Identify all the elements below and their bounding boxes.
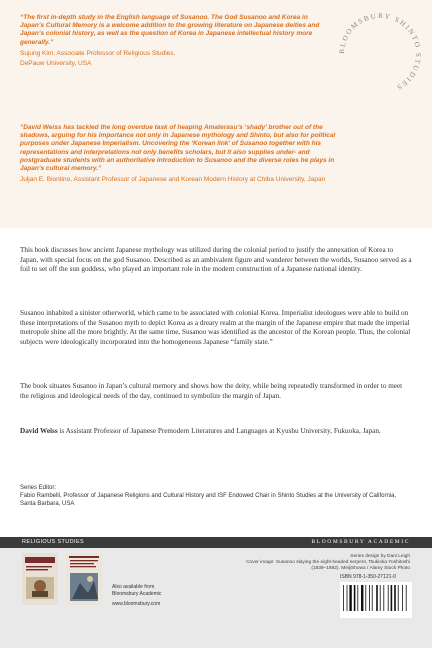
description-paragraph-1: This book discusses how ancient Japanese mythology was utilized during the colonial period to justify the annexation of Korea to Japan, with special focus on the god Susanoo. Described as an ambivalent figure and wanderer between the worlds, Susanoo served as a foil to set off the sun goddess, who played an important role in the modern construction of a Japanese national identity. [20, 246, 412, 273]
publisher-website: www.bloomsbury.com [112, 601, 161, 607]
barcode-bar [361, 585, 363, 611]
barcode-bar [357, 585, 358, 611]
design-credit: Series design by Dani Leigh [350, 554, 410, 559]
barcode-bar [343, 585, 344, 611]
barcode-bar [349, 585, 351, 611]
barcode-bar [383, 585, 384, 611]
barcode-bar [365, 585, 366, 611]
image-credit-line-2: (1839–1892). MeijiShowa / Alamy Stock Photo [311, 566, 410, 572]
endorsement-2 [20, 124, 342, 184]
barcode-icon [340, 582, 412, 618]
series-editor-text: Fabio Rambelli, Professor of Japanese Religions and Cultural History and ISF Endowed Chair in Shinto Studies at the University of California, Santa Barbara, USA [20, 492, 397, 507]
endorsement-author: Juljan E. Biontino, Assistant Professor of Japanese and Korean Modern History at Chiba University, Japan [20, 176, 326, 184]
barcode-bar [388, 585, 389, 611]
endorsement-author: Sujung Kim, Associate Professor of Religious Studies, [20, 49, 176, 57]
endorsement-affiliation: DePauw University, USA [20, 60, 92, 68]
also-available-line-1: Also available from [112, 584, 155, 590]
subject-category: RELIGIOUS STUDIES [22, 539, 85, 545]
publisher-name: BLOOMSBURY ACADEMIC [311, 539, 410, 545]
cover-credits [170, 554, 410, 572]
also-available-line-2: Bloomsbury Academic [112, 590, 162, 597]
barcode-bar [394, 585, 396, 611]
barcode-bar [391, 585, 393, 611]
endorsement-1 [20, 14, 320, 68]
description-paragraph-3: The book situates Susanoo in Japan’s cultural memory and shows how the deity, while being repeatedly transformed in order to meet the religious and ideological needs of the day, continued to symbolize the margin of Japan. [20, 382, 403, 400]
description-paragraph-2: Susanoo inhabited a sinister otherworld, which came to be associated with colonial Korea. Imperialist ideologues were able to build on these interpretations of the Susanoo myth to depict Korea as a dreary realm at the margin of the Japanese empire that made the imperial metropole shine all the more brightly. At the same time, Susanoo was identified as the ancestor of the Korean people. Thus, the colonial subjects were ideologically incorporated into the homogeneous Japanese “family state.” [20, 309, 411, 346]
image-credit-line-1: Cover image: Susanoo slaying the eight-headed serpent, Tsukioka Yoshitoshi [246, 560, 410, 566]
series-logo [334, 6, 426, 98]
series-editor-label: Series Editor: [20, 485, 57, 491]
barcode-bar [354, 585, 356, 611]
barcode-bar [369, 585, 370, 611]
author-bio-text: is Assistant Professor of Japanese Premodern Literatures and Languages at Kyushu University, Fukuoka, Japan. [57, 427, 381, 435]
author-bio [20, 427, 412, 437]
also-available-note [112, 584, 192, 597]
barcode-bar [398, 585, 399, 611]
barcode-bar [372, 585, 373, 611]
endorsement-quote: “The first in-depth study in the English language of Susanoo. The God Susanoo and Korea in Japan’s Cultural Memory is a welcome addition to the growing literature on Japanese deities and Japan’s colonial history, as well as the question of Korea in Japanese intellectual history more generally.” [20, 14, 320, 46]
author-name: David Weiss [20, 427, 58, 435]
barcode-bar [347, 585, 348, 611]
barcode-bar [402, 585, 403, 611]
barcode-bar [376, 585, 378, 611]
related-book-cover-1 [22, 553, 58, 605]
endorsement-quote: “David Weiss has tackled the long overdue task of heaping Amaterasu’s ‘shady’ brother out of the shadows, arguing for his importance not only in Japanese mythology and Shinto, but also for political purposes under Japanese Imperialism. Uncovering the ‘Korean link’ of Susanoo together with his representations and interpretations not only benefits scholars, but it also supplies under- and postgraduate students with an authoritative introduction to Susanoo and the diverse roles he plays in Japan’s cultural memory.” [20, 124, 336, 173]
barcode-bar [406, 585, 407, 611]
series-editor [20, 485, 412, 508]
series-logo-text: BLOOMSBURY SHINTO STUDIES [337, 11, 423, 93]
isbn: ISBN 978-1-350-27121-0 [340, 574, 396, 580]
barcode-bar [380, 585, 381, 611]
related-book-cover-2 [66, 553, 102, 605]
